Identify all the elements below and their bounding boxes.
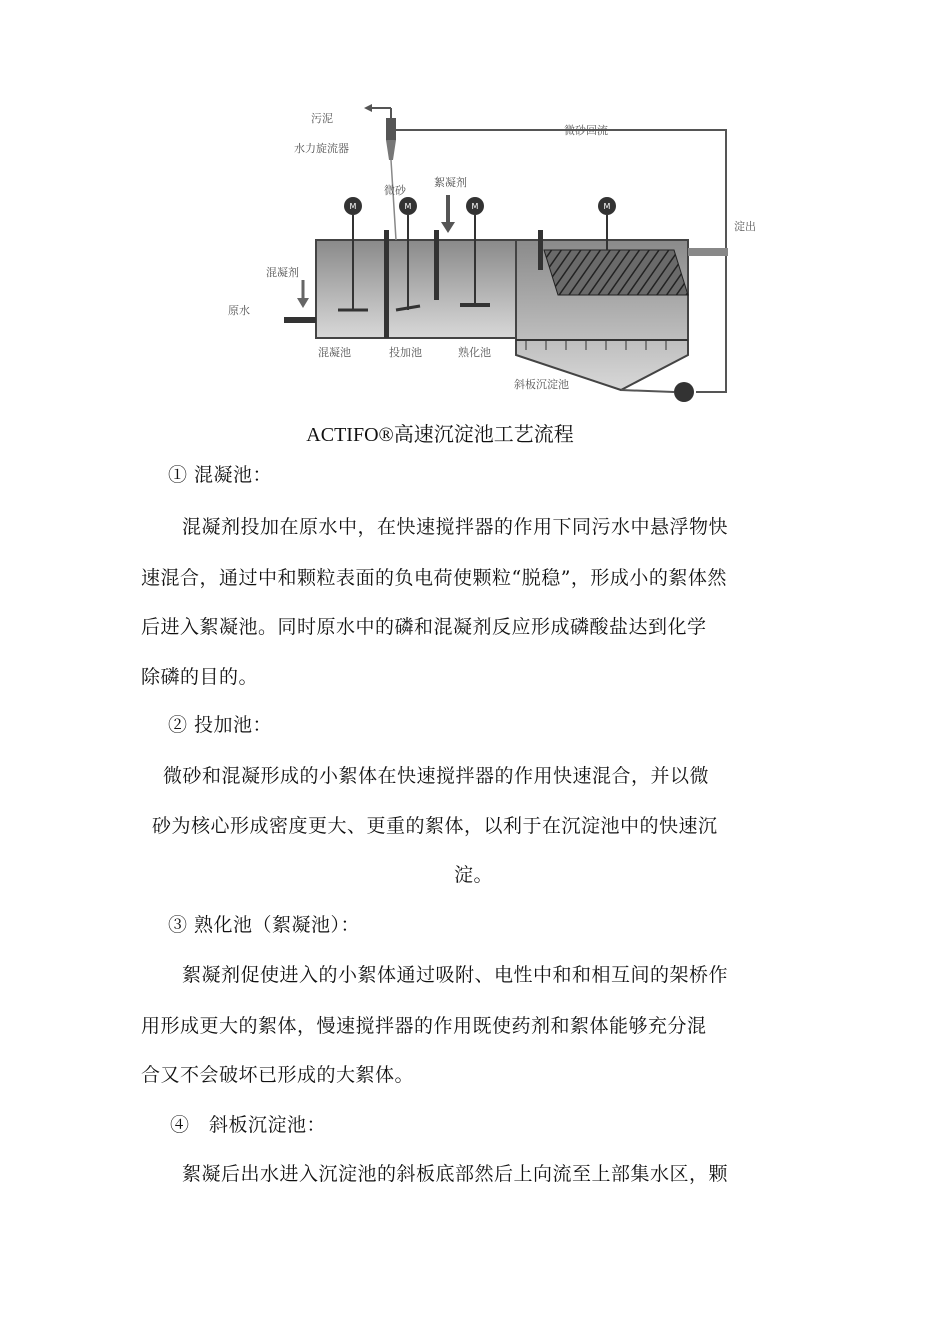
wall-3 (538, 230, 543, 270)
inclined-plates (544, 250, 688, 295)
wall-2 (434, 230, 439, 300)
svg-text:污泥: 污泥 (311, 112, 333, 125)
svg-text:M: M (603, 202, 611, 211)
svg-text:M: M (404, 202, 412, 211)
svg-text:投加池: 投加池 (389, 346, 422, 359)
hydrocyclone (364, 104, 396, 240)
paragraph-line: 合又不会破坏已形成的大絮体。 (141, 1064, 415, 1086)
svg-text:微砂: 微砂 (384, 184, 406, 197)
paragraph-line: 砂为核心形成密度更大、更重的絮体，以利于在沉淀池中的快速沉 (152, 815, 718, 837)
paragraph-line: 微砂和混凝形成的小絮体在快速搅拌器的作用快速混合，并以微 (163, 765, 710, 787)
svg-text:原水: 原水 (228, 304, 250, 317)
svg-text:斜板沉淀池: 斜板沉淀池 (514, 378, 569, 391)
paragraph-line: 用形成更大的絮体，慢速搅拌器的作用既使药剂和絮体能够充分混 (141, 1015, 707, 1037)
paragraph-line: 后进入絮凝池。同时原水中的磷和混凝剂反应形成磷酸盐达到化学 (141, 616, 707, 638)
svg-text:微砂回流: 微砂回流 (564, 124, 608, 137)
tank-body (316, 240, 516, 338)
paragraph-line: 混凝剂投加在原水中，在快速搅拌器的作用下同污水中悬浮物快 (182, 516, 729, 538)
svg-text:混凝剂: 混凝剂 (266, 266, 299, 279)
section-heading: ③ 熟化池（絮凝池）： (168, 914, 361, 936)
section-heading: ④ 斜板沉淀池： (170, 1114, 327, 1136)
section-heading: ① 混凝池： (168, 464, 273, 486)
svg-text:淀出: 淀出 (734, 220, 756, 233)
svg-text:水力旋流器: 水力旋流器 (294, 142, 349, 155)
paragraph-line: 絮凝剂促使进入的小絮体通过吸附、电性中和和相互间的架桥作 (182, 964, 729, 986)
paragraph-line: 除磷的目的。 (141, 666, 259, 688)
svg-text:混凝池: 混凝池 (318, 346, 351, 359)
section-heading: ② 投加池： (168, 714, 273, 736)
process-flow-diagram (226, 100, 766, 410)
outlet-pipe (688, 248, 728, 256)
diagram-caption: ACTIFO®高速沉淀池工艺流程 (306, 424, 574, 446)
svg-text:絮凝剂: 絮凝剂 (434, 176, 467, 189)
svg-text:M: M (471, 202, 479, 211)
svg-text:熟化池: 熟化池 (458, 346, 491, 359)
wall-1 (384, 230, 389, 338)
svg-text:M: M (349, 202, 357, 211)
paragraph-line: 淀。 (454, 864, 494, 886)
raw-water-pipe (284, 317, 316, 323)
paragraph-line: 絮凝后出水进入沉淀池的斜板底部然后上向流至上部集水区，颗 (182, 1163, 729, 1185)
recycle-pump (674, 382, 694, 402)
paragraph-line: 速混合，通过中和颗粒表面的负电荷使颗粒“脱稳”，形成小的絮体然 (141, 567, 727, 589)
